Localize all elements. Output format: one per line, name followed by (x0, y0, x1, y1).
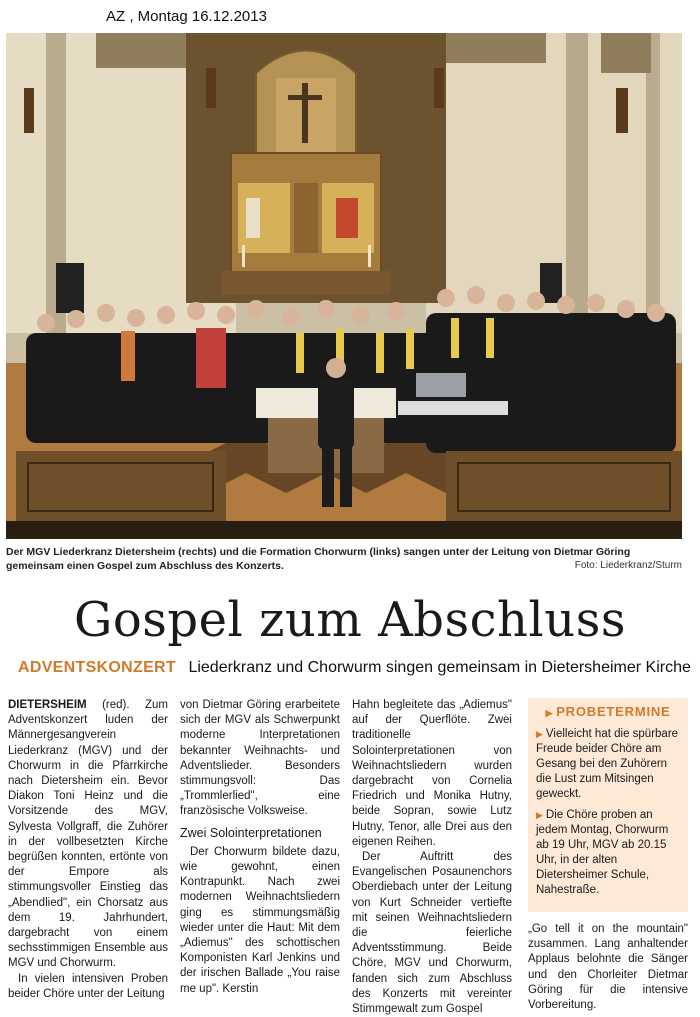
photo-illustration (6, 33, 682, 539)
article-column-1 (8, 698, 168, 1000)
kicker-tag: ADVENTSKONZERT (18, 659, 176, 676)
article-column-3 (352, 698, 512, 1016)
photo-caption: Der MGV Liederkranz Dietersheim (rechts) und die Formation Chorwurm (links) sangen unter der Leitung von Dietmar Göring gemeinsam einen Gospel zum Abschluss des Konzerts. (6, 546, 631, 572)
subheadline: Liederkranz und Chorwurm singen gemeinsam in Dietersheimer Kirche (188, 659, 691, 676)
railing-left (16, 451, 226, 523)
paragraph: von Dietmar Göring erarbeitete sich der MGV als Schwerpunkt moderne Interpretationen bekannter Weihnachts- und Adventslieder. Besonders stimmungsvoll: Das „Trommlerlied", eine französische Volksweise. (180, 699, 340, 818)
column-subheading: Zwei Solointerpretationen (180, 825, 322, 840)
paragraph: Der Auftritt des Evangelischen Posaunenchors Oberdiebach unter der Leitung von Kurt Schneider vertiefte mit seinen Weihnachtsliedern die feierliche Adventsstimmung. Beide Chöre, MGV und Chorwurm, fanden sich zum Abschluss des Konzerts mit vereinter Stimmgewalt zum Gospel (352, 851, 512, 1016)
sidebar (528, 698, 688, 1013)
article-headline: Gospel zum Abschluss (74, 592, 626, 648)
paragraph: Der Chorwurm bildete dazu, wie gewohnt, einen Kontrapunkt. Nach zwei modernen Weihnachtsliedern ging es stimmungsmäßig wieder unter die Haut: Mit dem „Adiemus" des schottischen Komponisten Karl Jenkins und der irischen Ballade „You raise me up". Kerstin (180, 845, 340, 995)
newspaper-masthead: AZ , Montag 16.12.2013 (106, 8, 267, 25)
info-box-item: ▶ Vielleicht hat die spürbare Freude beider Chöre am Gesang bei den Zuhörern die Lust zum Mitsingen geweckt. (536, 728, 679, 800)
article-kicker-line (18, 659, 691, 677)
article-column-2 (180, 698, 340, 995)
info-box-title: ▶ PROBETERMINE (545, 704, 671, 719)
article-column-4: „Go tell it on the mountain" zusammen. Lang anhaltender Applaus belohnte die Sänger und den Chorleiter Dietmar Göring für die intensive Vorbereitung. (528, 923, 688, 1012)
railing-right (446, 451, 682, 523)
keyboard (398, 401, 508, 415)
triangle-bullet-icon: ▶ (536, 810, 543, 820)
info-box-item: ▶ Die Chöre proben an jedem Montag, Chorwurm ab 19 Uhr, MGV ab 20.15 Uhr, in der alten Dietersheimer Schule, Nahestraße. (536, 809, 669, 896)
paragraph: Hahn begleitete das „Adiemus" auf der Querflöte. Zwei traditionelle Solointerpretationen von Weihnachtsliedern wurden dargebracht von Cornelia Friedrich und Monika Hutny, beide Sopran, sowie Lutz Hutny, Tenor, alle Drei aus den eigenen Reihen. (352, 699, 512, 848)
info-box (528, 698, 688, 912)
triangle-bullet-icon: ▶ (536, 729, 543, 739)
church-concert-photo (6, 33, 682, 539)
photo-credit: Foto: Liederkranz/Sturm (574, 560, 682, 571)
dateline: DIETERSHEIM (8, 699, 87, 711)
paragraph (8, 698, 168, 972)
paragraph: In vielen intensiven Proben beider Chöre unter der Leitung (8, 972, 168, 1000)
triangle-bullet-icon: ▶ (545, 708, 554, 718)
paragraph-text: (red). Zum Adventskonzert luden der Männergesangverein Liederkranz (MGV) und der Chorwurm in die Pfarrkirche nach Dietersheim ein. Bevor Diakon Toni Heinz und die Vorsitzende des MGV, Sylvesta Vollgraff, die Zuhörer in der vollbesetzten Kirche begrüßen konnten, ertönte von der Empore als stimmungsvoller Einstieg das „Abendlied", ein Chorsatz aus dem 19. Jahrhundert, dargebracht von einem sechsstimmigen Ensemble aus MGV und Chorwurm. (8, 699, 168, 970)
